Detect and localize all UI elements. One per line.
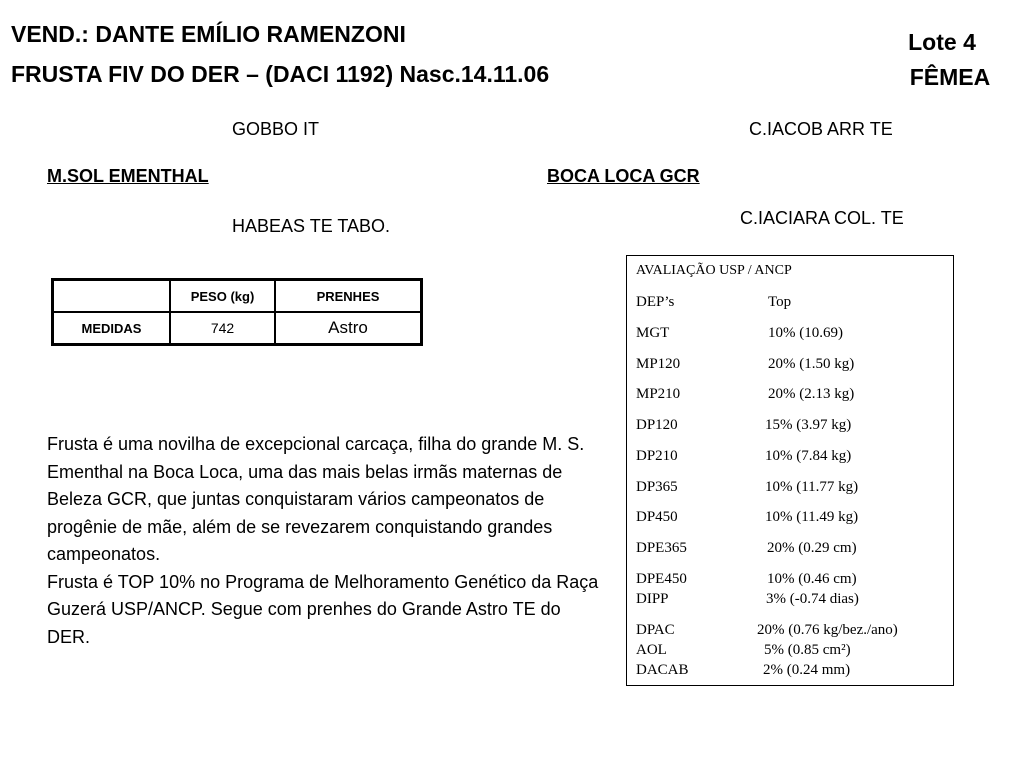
table-corner bbox=[53, 280, 171, 313]
prenhes-value: Astro bbox=[275, 312, 422, 345]
eval-row bbox=[636, 642, 851, 659]
eval-row bbox=[636, 591, 859, 608]
pedigree-dam-sire: C.IACOB ARR TE bbox=[749, 119, 893, 139]
eval-label: MGT bbox=[636, 325, 670, 341]
eval-value: 5% (0.85 cm²) bbox=[764, 642, 851, 658]
eval-row bbox=[636, 509, 859, 526]
eval-value: 15% (3.97 kg) bbox=[765, 417, 852, 433]
eval-value: 3% (-0.74 dias) bbox=[766, 591, 859, 607]
eval-row bbox=[636, 571, 857, 588]
eval-label: DP450 bbox=[636, 509, 678, 525]
peso-value: 742 bbox=[170, 312, 275, 345]
eval-label: DPE450 bbox=[636, 571, 687, 587]
eval-value: 20% (0.29 cm) bbox=[767, 540, 857, 556]
pedigree-sire: M.SOL EMENTHAL bbox=[47, 166, 209, 186]
eval-label: DPE365 bbox=[636, 540, 687, 556]
eval-label: DIPP bbox=[636, 591, 669, 607]
eval-row bbox=[636, 294, 792, 311]
eval-label: DP365 bbox=[636, 479, 678, 495]
eval-value: 2% (0.24 mm) bbox=[763, 662, 851, 678]
description-paragraph-2: Frusta é TOP 10% no Programa de Melhoramento Genético da Raça Guzerá USP/ANCP. Segue com prenhes do Grande Astro TE do DER. bbox=[47, 571, 599, 647]
eval-label: MP120 bbox=[636, 356, 681, 372]
eval-value: 10% (0.46 cm) bbox=[767, 571, 857, 587]
animal-title: FRUSTA FIV DO DER – (DACI 1192) Nasc.14.11.06 bbox=[11, 61, 550, 87]
eval-row bbox=[636, 356, 855, 373]
pedigree-sire-dam: HABEAS TE TABO. bbox=[232, 216, 391, 236]
measurements-table bbox=[51, 278, 423, 346]
table-row bbox=[53, 312, 422, 345]
eval-value: 20% (1.50 kg) bbox=[768, 356, 855, 372]
pedigree-dam-dam: C.IACIARA COL. TE bbox=[740, 208, 904, 228]
row-header-medidas: MEDIDAS bbox=[53, 312, 171, 345]
eval-row bbox=[636, 448, 852, 465]
evaluation-box bbox=[626, 255, 954, 686]
eval-row bbox=[636, 386, 855, 403]
eval-label: AOL bbox=[636, 642, 667, 658]
lot-number: Lote 4 bbox=[908, 29, 976, 55]
eval-label: DP210 bbox=[636, 448, 678, 464]
sex-label: FÊMEA bbox=[909, 64, 991, 90]
evaluation-title: AVALIAÇÃO USP / ANCP bbox=[636, 263, 792, 278]
pedigree-sire-sire: GOBBO IT bbox=[232, 119, 320, 139]
eval-value: 20% (2.13 kg) bbox=[768, 386, 855, 402]
eval-row bbox=[636, 540, 857, 557]
eval-label: DPAC bbox=[636, 622, 675, 638]
description bbox=[47, 431, 607, 651]
table-header-row bbox=[53, 280, 422, 313]
eval-label: DEP’s bbox=[636, 294, 675, 310]
pedigree-dam: BOCA LOCA GCR bbox=[547, 166, 700, 186]
eval-label: DACAB bbox=[636, 662, 689, 678]
eval-row bbox=[636, 479, 859, 496]
eval-label: DP120 bbox=[636, 417, 678, 433]
eval-row bbox=[636, 662, 851, 679]
eval-value: 10% (11.77 kg) bbox=[765, 479, 859, 495]
eval-label: MP210 bbox=[636, 386, 681, 402]
eval-row bbox=[636, 622, 898, 639]
description-paragraph-1: Frusta é uma novilha de excepcional carcaça, filha do grande M. S. Ementhal na Boca Loca, uma das mais belas irmãs maternas de Beleza GCR, que juntas conquistaram vários campeonatos de progênie de mãe, além de se revezarem conquistando grandes campeonatos. bbox=[47, 434, 585, 564]
col-header-peso: PESO (kg) bbox=[170, 280, 275, 313]
eval-value: 10% (10.69) bbox=[768, 325, 843, 341]
col-header-prenhes: PRENHES bbox=[275, 280, 422, 313]
eval-row bbox=[636, 325, 843, 342]
eval-value: Top bbox=[768, 294, 792, 310]
eval-value: 20% (0.76 kg/bez./ano) bbox=[757, 622, 898, 638]
eval-row bbox=[636, 417, 852, 434]
eval-value: 10% (11.49 kg) bbox=[765, 509, 859, 525]
seller-name: VEND.: DANTE EMÍLIO RAMENZONI bbox=[11, 21, 406, 47]
eval-value: 10% (7.84 kg) bbox=[765, 448, 852, 464]
